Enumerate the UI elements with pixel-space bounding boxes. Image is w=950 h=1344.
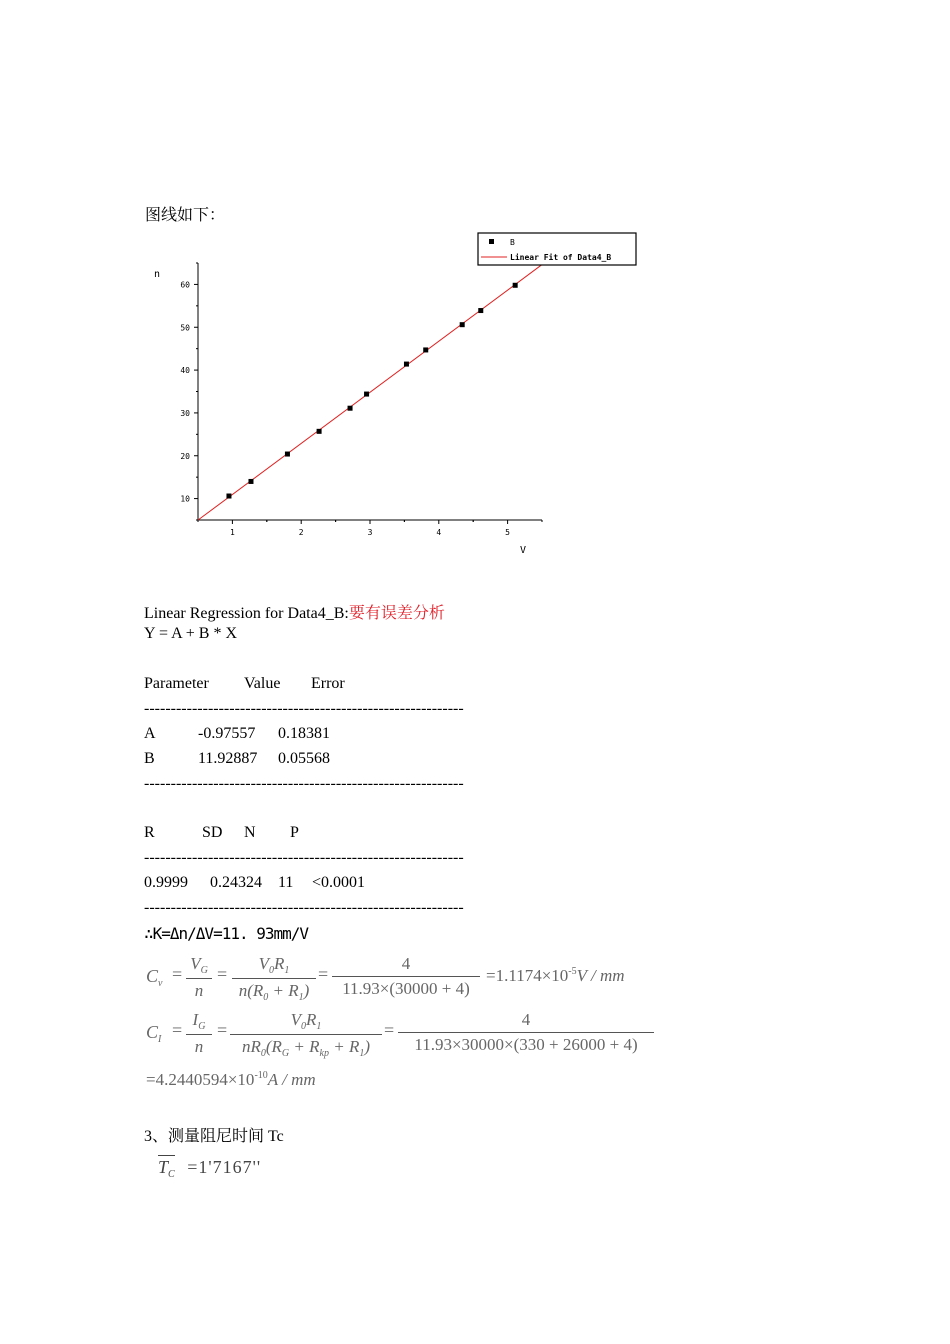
stat-header-n: N <box>244 824 256 841</box>
divider-rule: ------------------------------------------------------------ <box>144 775 464 792</box>
y-tick-label: 60 <box>180 280 190 290</box>
param-header-value: Value <box>244 675 281 692</box>
param-row-a-error: 0.18381 <box>278 725 330 742</box>
error-analysis-note: 要有误差分析 <box>348 605 445 622</box>
param-header-error: Error <box>311 675 345 692</box>
tc-value: =1'7167'' <box>187 1157 262 1177</box>
k-result-line: ∴K=Δn/ΔV=11. 93mm/V <box>144 924 309 943</box>
chart-legend <box>478 233 636 265</box>
ci-fraction-1: $I_G$ n <box>186 1010 212 1057</box>
cv-fraction-1: $V_G$ n <box>186 954 212 1001</box>
x-tick-label: 4 <box>436 528 442 537</box>
data-point <box>364 392 369 397</box>
ci-eq-1: = <box>172 1020 183 1040</box>
regression-title <box>144 600 445 623</box>
ci-fraction-3: 4 11.93×30000×(330 + 26000 + 4) <box>398 1010 654 1055</box>
cv-result: $=1.1174\times 10^{-5}V$ / mm <box>486 966 625 985</box>
stat-header-p: P <box>290 824 299 841</box>
param-row-b-value: 11.92887 <box>198 750 258 767</box>
data-point <box>478 308 483 313</box>
section-3-heading: 3、测量阻尼时间 Tc <box>144 1128 284 1145</box>
param-header-parameter: Parameter <box>144 675 209 692</box>
data-point <box>423 347 428 352</box>
x-tick-label: 1 <box>229 528 235 537</box>
x-axis-label: V <box>520 545 527 556</box>
data-point <box>248 479 253 484</box>
param-row-a-name: A <box>144 725 156 742</box>
legend-points-label: B <box>510 238 515 247</box>
param-row-b-error: 0.05568 <box>278 750 330 767</box>
stat-value-n: 11 <box>278 874 294 891</box>
x-tick-label: 2 <box>298 528 304 537</box>
legend-point-marker <box>489 239 494 244</box>
cv-lhs: $C_v$ <box>146 966 163 989</box>
y-tick-label: 20 <box>180 451 190 461</box>
data-point <box>404 362 409 367</box>
cv-fraction-3: 4 11.93×(30000 + 4) <box>332 954 480 999</box>
y-tick-label: 50 <box>180 323 190 333</box>
regression-title-text: Linear Regression for Data4_B: <box>144 605 349 622</box>
data-point <box>513 283 518 288</box>
ci-result: $=4.2440594\times 10^{-10}A$ / mm <box>146 1070 316 1089</box>
y-tick-label: 40 <box>180 366 190 376</box>
legend-line-label: Linear Fit of Data4_B <box>510 253 612 262</box>
data-point <box>317 429 322 434</box>
scatter-chart <box>140 225 660 565</box>
cv-eq-3: = <box>318 964 329 984</box>
stat-value-r: 0.9999 <box>144 874 188 891</box>
divider-rule: ------------------------------------------------------------ <box>144 899 464 916</box>
param-row-b-name: B <box>144 750 155 767</box>
param-row-a-value: -0.97557 <box>198 725 256 742</box>
data-point <box>226 494 231 499</box>
ci-lhs: $C_I$ <box>146 1022 162 1045</box>
ci-eq-2: = <box>217 1020 228 1040</box>
divider-rule: ------------------------------------------------------------ <box>144 849 464 866</box>
chart-axes <box>180 263 542 537</box>
x-tick-label: 5 <box>505 528 511 537</box>
stat-header-sd: SD <box>202 824 223 841</box>
stat-header-r: R <box>144 824 155 841</box>
section-heading: 图线如下： <box>145 207 226 224</box>
ci-eq-3: = <box>384 1020 395 1040</box>
y-tick-label: 10 <box>180 494 190 504</box>
tc-formula <box>158 1157 261 1180</box>
cv-eq-1: = <box>172 964 183 984</box>
data-point <box>460 322 465 327</box>
regression-equation: Y = A + B * X <box>144 625 238 642</box>
cv-eq-2: = <box>217 964 228 984</box>
tc-symbol: $T_C$ <box>158 1157 175 1180</box>
data-point <box>285 452 290 457</box>
y-tick-label: 30 <box>180 408 190 418</box>
data-point <box>348 406 353 411</box>
divider-rule: ------------------------------------------------------------ <box>144 700 464 717</box>
ci-fraction-2: $V_0R_1$ $nR_0(R_G + R_{kp} + R_1)$ <box>230 1010 382 1059</box>
cv-fraction-2: $V_0R_1$ $n(R_0 + R_1)$ <box>232 954 316 1003</box>
stat-value-sd: 0.24324 <box>210 874 262 891</box>
x-tick-label: 3 <box>367 528 373 537</box>
stat-value-p: <0.0001 <box>312 874 366 891</box>
y-axis-label: n <box>154 269 161 280</box>
